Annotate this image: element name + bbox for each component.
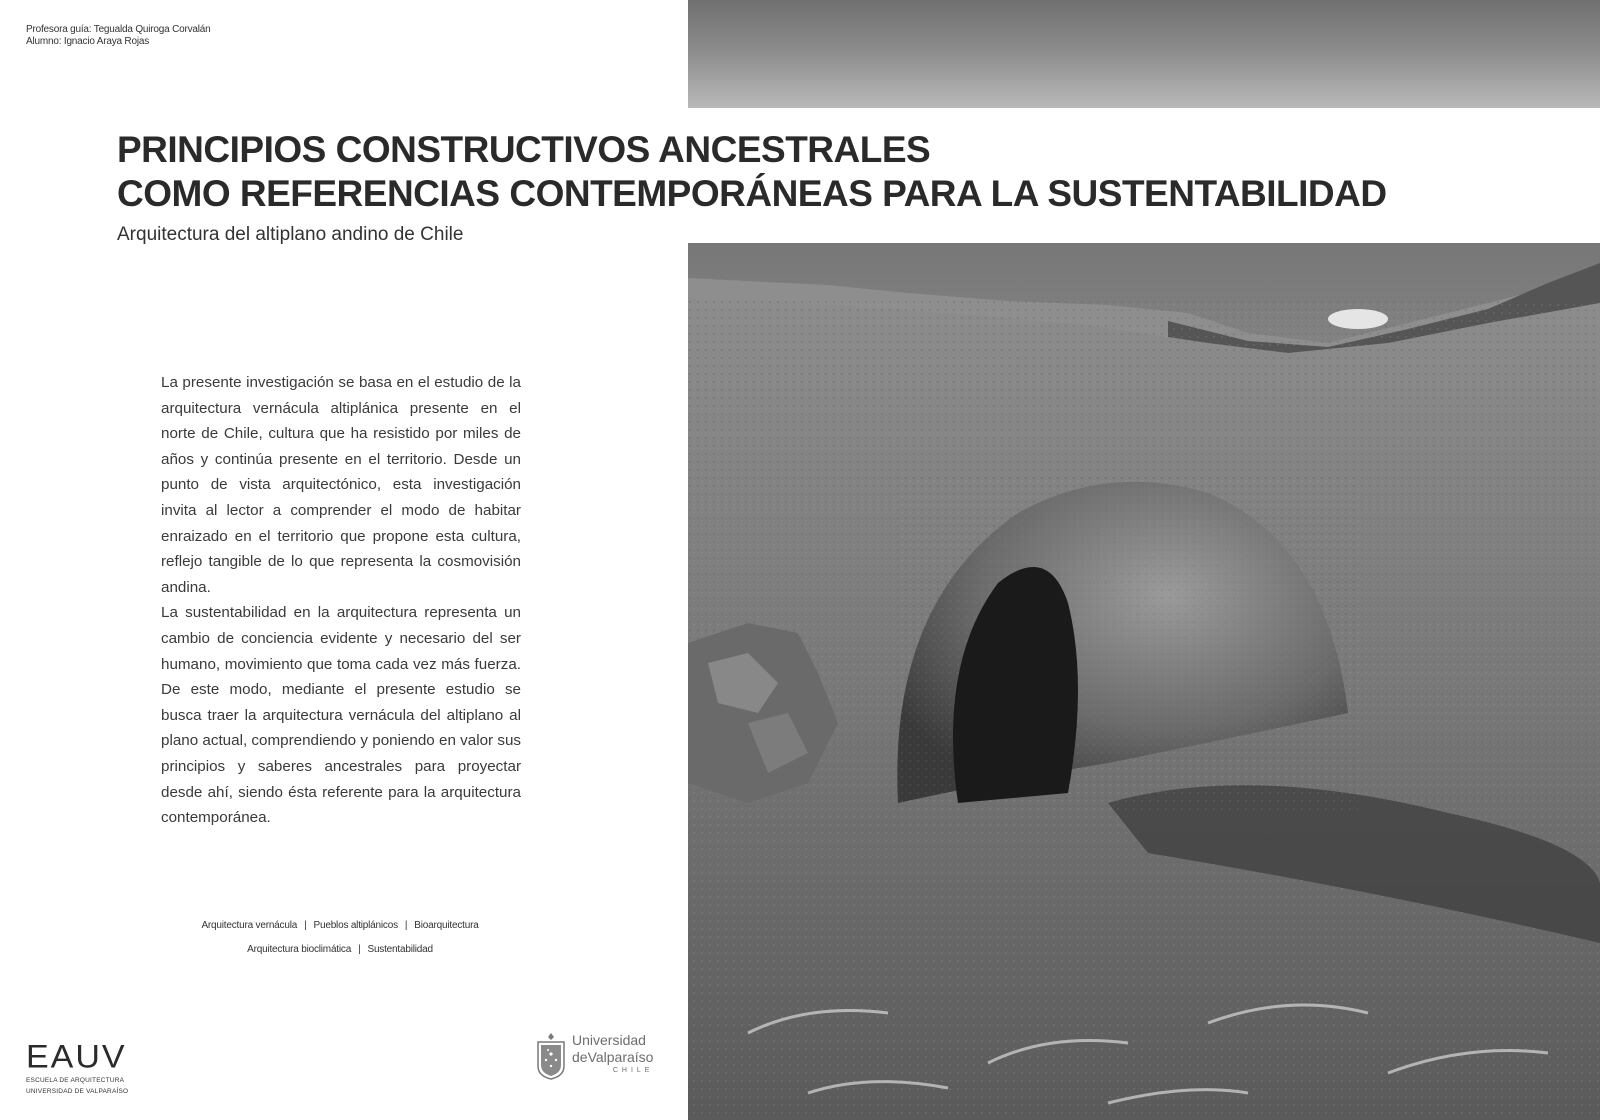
abstract-paragraph-2: La sustentabilidad en la arquitectura representa un cambio de conciencia evidente y necesario del ser humano, movimiento que toma cada vez más fuerza. De este modo, mediante el presente estudio se busca traer la arquitectura vernácula del altiplano al plano actual, comprendiendo y poniendo en valor sus principios y saberes ancestrales para proyectar desde ahí, siendo ésta referente para la arquitectura contemporánea. (161, 604, 521, 827)
uv-line-2: deValparaíso (572, 1049, 654, 1065)
keyword: Sustentabilidad (367, 944, 433, 955)
abstract (161, 370, 521, 831)
uv-line-1: Universidad (572, 1032, 646, 1048)
title-line-2: COMO REFERENCIAS CONTEMPORÁNEAS PARA LA SUSTENTABILIDAD (117, 173, 1387, 214)
title-line-1: PRINCIPIOS CONSTRUCTIVOS ANCESTRALES (117, 129, 931, 170)
keywords-row-2 (150, 944, 530, 955)
student-credit: Alumno: Ignacio Araya Rojas (26, 36, 150, 47)
uv-logo (536, 1032, 653, 1080)
eauv-mark: EAUV (26, 1038, 127, 1076)
keyword-separator: | (304, 920, 307, 931)
keywords-row-1 (150, 920, 530, 931)
keyword: Arquitectura bioclimática (247, 944, 352, 955)
keyword: Pueblos altiplánicos (313, 920, 398, 931)
photo-top-strip (688, 0, 1600, 108)
advisor-credit: Profesora guía: Tegualda Quiroga Corvalán (26, 24, 211, 35)
eauv-logo (26, 1040, 128, 1095)
credits (26, 24, 211, 48)
eauv-line-2: UNIVERSIDAD DE VALPARAÍSO (26, 1087, 129, 1095)
eauv-line-1: ESCUELA DE ARQUITECTURA (26, 1077, 125, 1084)
subtitle: Arquitectura del altiplano andino de Chile (117, 224, 464, 245)
abstract-paragraph-1: La presente investigación se basa en el estudio de la arquitectura vernácula altiplánica presente en el norte de Chile, cultura que ha resistido por miles de años y continúa presente en el territorio. Desde un punto de vista arquitectónico, esta investigación invita al lector a comprender el modo de habitar enraizado en el territorio que propone esta cultura, reflejo tangible de lo que representa la cosmovisión andina. (161, 374, 521, 596)
title-block (117, 128, 1387, 246)
keyword: Bioarquitectura (414, 920, 479, 931)
shield-icon (536, 1032, 566, 1080)
keyword: Arquitectura vernácula (201, 920, 298, 931)
altiplano-photo (688, 243, 1600, 1120)
uv-line-3: CHILE (612, 1067, 654, 1074)
keyword-separator: | (404, 920, 408, 931)
keyword-separator: | (358, 944, 361, 955)
